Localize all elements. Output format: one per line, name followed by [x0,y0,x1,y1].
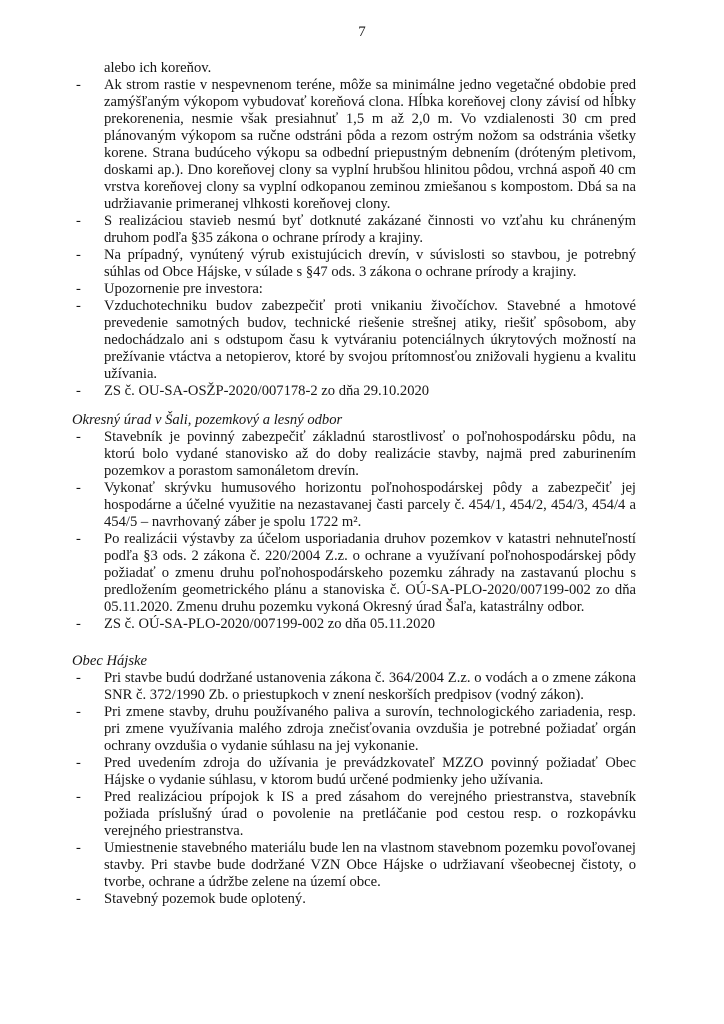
bullet-dash: - [76,247,81,263]
bullet-dash: - [76,704,81,720]
bullet-dash: - [76,383,81,399]
bullet-dash: - [76,840,81,856]
bullet-dash: - [76,213,81,229]
list-item: - ZS č. OÚ-SA-PLO-2020/007199-002 zo dňa 05.11.2020 [76,616,436,632]
list-item: - S realizáciou stavieb nesmú byť dotknuté zakázané činnosti vo vzťahu ku chráneným druhom podľa §35 zákona o ochrane prírody a krajiny. [76,213,636,246]
section-okresny-urad [72,429,636,633]
bullet-dash: - [76,480,81,496]
document-body [72,60,636,908]
bullet-dash: - [76,891,81,907]
bullet-dash: - [76,755,81,771]
bullet-dash: - [76,670,81,686]
bullet-dash: - [76,298,81,314]
list-item: - Umiestnenie stavebného materiálu bude len na vlastnom stavebnom pozemku povoľovanej stavby. Pri stavbe bude dodržané VZN Obce Hájske o udržiavaní všeobecnej čistoty, o tvorbe, ochrane a údržbe zelene na území obce. [76,840,636,890]
list-item: - Na prípadný, vynútený výrub existujúcich drevín, v súvislosti so stavbou, je potrebný súhlas od Obce Hájske, v súlade s §47 ods. 3 zákona o ochrane prírody a krajiny. [76,247,636,280]
list-item: - Po realizácii výstavby za účelom usporiadania druhov pozemkov v katastri nehnuteľností podľa §3 ods. 2 zákona č. 220/2004 Z.z. o ochrane a využívaní poľnohospodárskej pôdy požiadať o zmenu druhu poľnohospodárskeho pozemku záhrady na zastavanú plochu s predložením geometrického plánu a stanoviska č. OÚ-SA-PLO-2020/007199-002 zo dňa 05.11.2020. Zmenu druhu pozemku vykoná Okresný úrad Šaľa, katastrálny odbor. [76,531,636,615]
bullet-dash: - [76,531,81,547]
list-item: - Pri stavbe budú dodržané ustanovenia zákona č. 364/2004 Z.z. o vodách a o zmene zákona SNR č. 372/1990 Zb. o priestupkoch v znení neskorších predpisov (vodný zákon). [76,670,636,703]
bullet-dash: - [76,281,81,297]
list-item: - ZS č. OU-SA-OSŽP-2020/007178-2 zo dňa 29.10.2020 [76,383,430,399]
section-obec-hajske [72,670,636,908]
list-item: - Vzduchotechniku budov zabezpečiť proti vnikaniu živočíchov. Stavebné a hmotové prevedenie samotných budov, technické riešenie strešnej atiky, riešiť spôsobom, aby nedochádzalo ani s odstupom času k vytváraniu potenciálnych úkrytových možností na prežívanie vtáctva a netopierov, ktoré by svojou prítomnosťou znižovali hygienu a kvalitu užívania. [76,298,636,382]
intro-continuation: alebo ich koreňov. [104,60,212,76]
list-item: - Vykonať skrývku humusového horizontu poľnohospodárskej pôdy a zabezpečiť jej hospodárne a účelné využitie na nezastavanej časti parcely č. 454/1, 454/2, 454/3, 454/4 a 454/5 – navrhovaný záber je spolu 1722 m². [76,480,636,530]
bullet-dash: - [76,429,81,445]
section-heading-obec-hajske: Obec Hájske [72,653,147,669]
list-item: - Pred uvedením zdroja do užívania je prevádzkovateľ MZZO povinný požiadať Obec Hájske o vydanie súhlasu, v ktorom budú určené podmienky jeho užívania. [76,755,636,788]
section-heading-okresny-urad: Okresný úrad v Šali, pozemkový a lesný odbor [72,412,343,428]
list-item: - Stavebný pozemok bude oplotený. [76,891,306,907]
bullet-dash: - [76,77,81,93]
list-item: - Upozornenie pre investora: [76,281,263,297]
bullet-dash: - [76,616,81,632]
list-item: - Ak strom rastie v nespevnenom teréne, môže sa minimálne jedno vegetačné obdobie pred zamýšľaným výkopom vybudovať koreňová clona. Hĺbka koreňovej clony závisí od hĺbky prekorenenia, nesmie však presiahnuť 1,5 m až 2,0 m. Vo vzdialenosti 30 cm pred plánovaným výkopom sa ručne odstráni pôda a rezom ostrým nožom sa odstránia všetky korene. Strana budúceho výkopu sa odbední priepustným debnením (dróteným pletivom, doskami ap.). Dno koreňovej clony sa vyplní hrubšou hlinitou pôdou, vrchná aspoň 40 cm vrstva koreňovej clony sa vyplní odkopanou zeminou zmiešanou s kompostom. Dbá sa na udržiavanie primeranej vlhkosti koreňovej clony. [76,77,636,212]
list-item: - Pri zmene stavby, druhu používaného paliva a surovín, technologického zariadenia, resp. pri zmene využívania malého zdroja znečisťovania ovzdušia je potrebné požiadať orgán ochrany ovzdušia o vydanie súhlasu na jej vykonanie. [76,704,636,754]
section-environment [72,77,636,400]
page-number: 7 [358,24,366,40]
list-item: - Stavebník je povinný zabezpečiť základnú starostlivosť o poľnohospodársku pôdu, na ktorú bolo vydané stanovisko až do doby realizácie stavby, najmä pred zaburinením pozemkov a porastom samonáletom drevín. [76,429,636,479]
bullet-dash: - [76,789,81,805]
list-item: - Pred realizáciou prípojok k IS a pred zásahom do verejného priestranstva, stavebník požiada príslušný úrad o povolenie na pretláčanie pod cestou resp. o rozkopávku verejného priestranstva. [76,789,636,839]
